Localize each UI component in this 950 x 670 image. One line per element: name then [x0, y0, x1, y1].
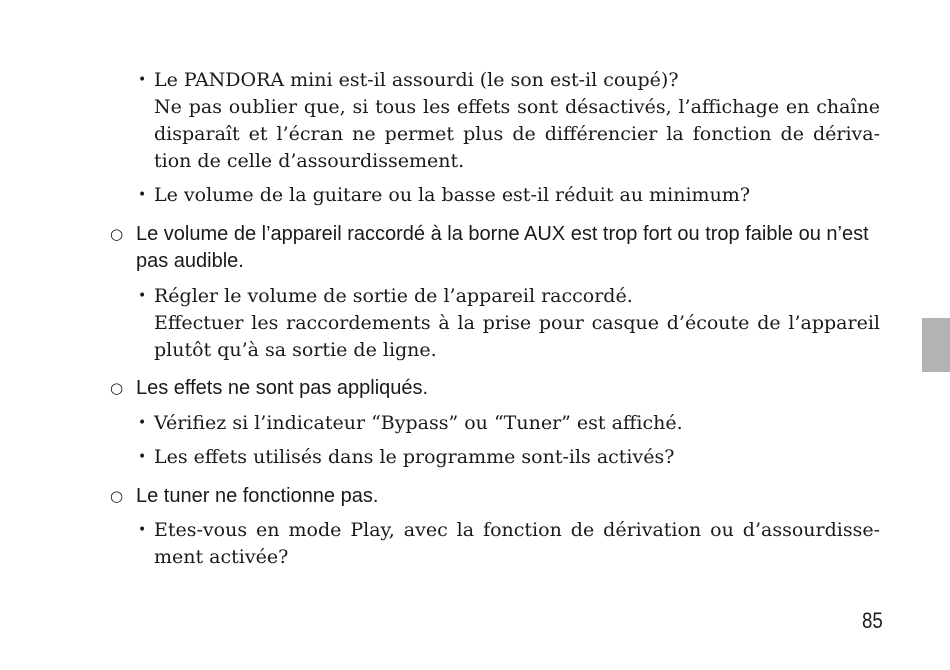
- bullet-item-muted: [138, 67, 880, 175]
- bullet-text: Vérifiez si l’indicateur “Bypass” ou “Tuner” est affiché.: [154, 412, 683, 434]
- bullet-dot: •: [138, 449, 147, 465]
- bullet-item-output-volume: [138, 283, 880, 364]
- bullet-detail: Ne pas oublier que, si tous les effets sont désactivés, l’affichage en chaîne disparaît et l’écran ne permet plus de différencier la fonction de dériva-tion de celle d’assourdissement.: [154, 96, 880, 172]
- bullet-text: Le PANDORA mini est-il assourdi (le son est-il coupé)?: [154, 69, 679, 91]
- circle-marker: ○: [110, 379, 124, 397]
- page-number: 85: [862, 608, 883, 633]
- bullet-dot: •: [138, 72, 147, 88]
- bullet-text: Régler le volume de sortie de l’appareil raccordé.: [154, 285, 633, 307]
- bullet-dot: •: [138, 522, 147, 538]
- heading-text: Les effets ne sont pas appliqués.: [136, 377, 429, 399]
- bullet-dot: •: [138, 187, 147, 203]
- section-heading-aux-volume: [110, 221, 880, 275]
- bullet-dot: •: [138, 415, 147, 431]
- circle-marker: ○: [110, 487, 124, 505]
- heading-text: Le volume de l’appareil raccordé à la borne AUX est trop fort ou trop faible ou n’est pas audible.: [136, 223, 869, 272]
- bullet-item-play-mode: [138, 517, 880, 571]
- bullet-item-effects-active: [138, 444, 880, 471]
- bullet-item-bypass-indicator: [138, 410, 880, 437]
- bullet-dot: •: [138, 288, 147, 304]
- section-heading-effects: [110, 375, 880, 402]
- section-heading-tuner: [110, 483, 880, 510]
- circle-marker: ○: [110, 225, 124, 243]
- bullet-item-guitar-volume: [138, 182, 880, 209]
- chapter-thumb-tab: [922, 318, 950, 372]
- heading-text: Le tuner ne fonctionne pas.: [136, 485, 379, 507]
- bullet-text: Etes-vous en mode Play, avec la fonction de dérivation ou d’assourdisse-ment activée?: [154, 519, 880, 568]
- bullet-text: Les effets utilisés dans le programme sont-ils activés?: [154, 446, 675, 468]
- bullet-detail: Effectuer les raccordements à la prise pour casque d’écoute de l’appareil plutôt qu’à sa sortie de ligne.: [154, 312, 880, 361]
- bullet-text: Le volume de la guitare ou la basse est-il réduit au minimum?: [154, 184, 751, 206]
